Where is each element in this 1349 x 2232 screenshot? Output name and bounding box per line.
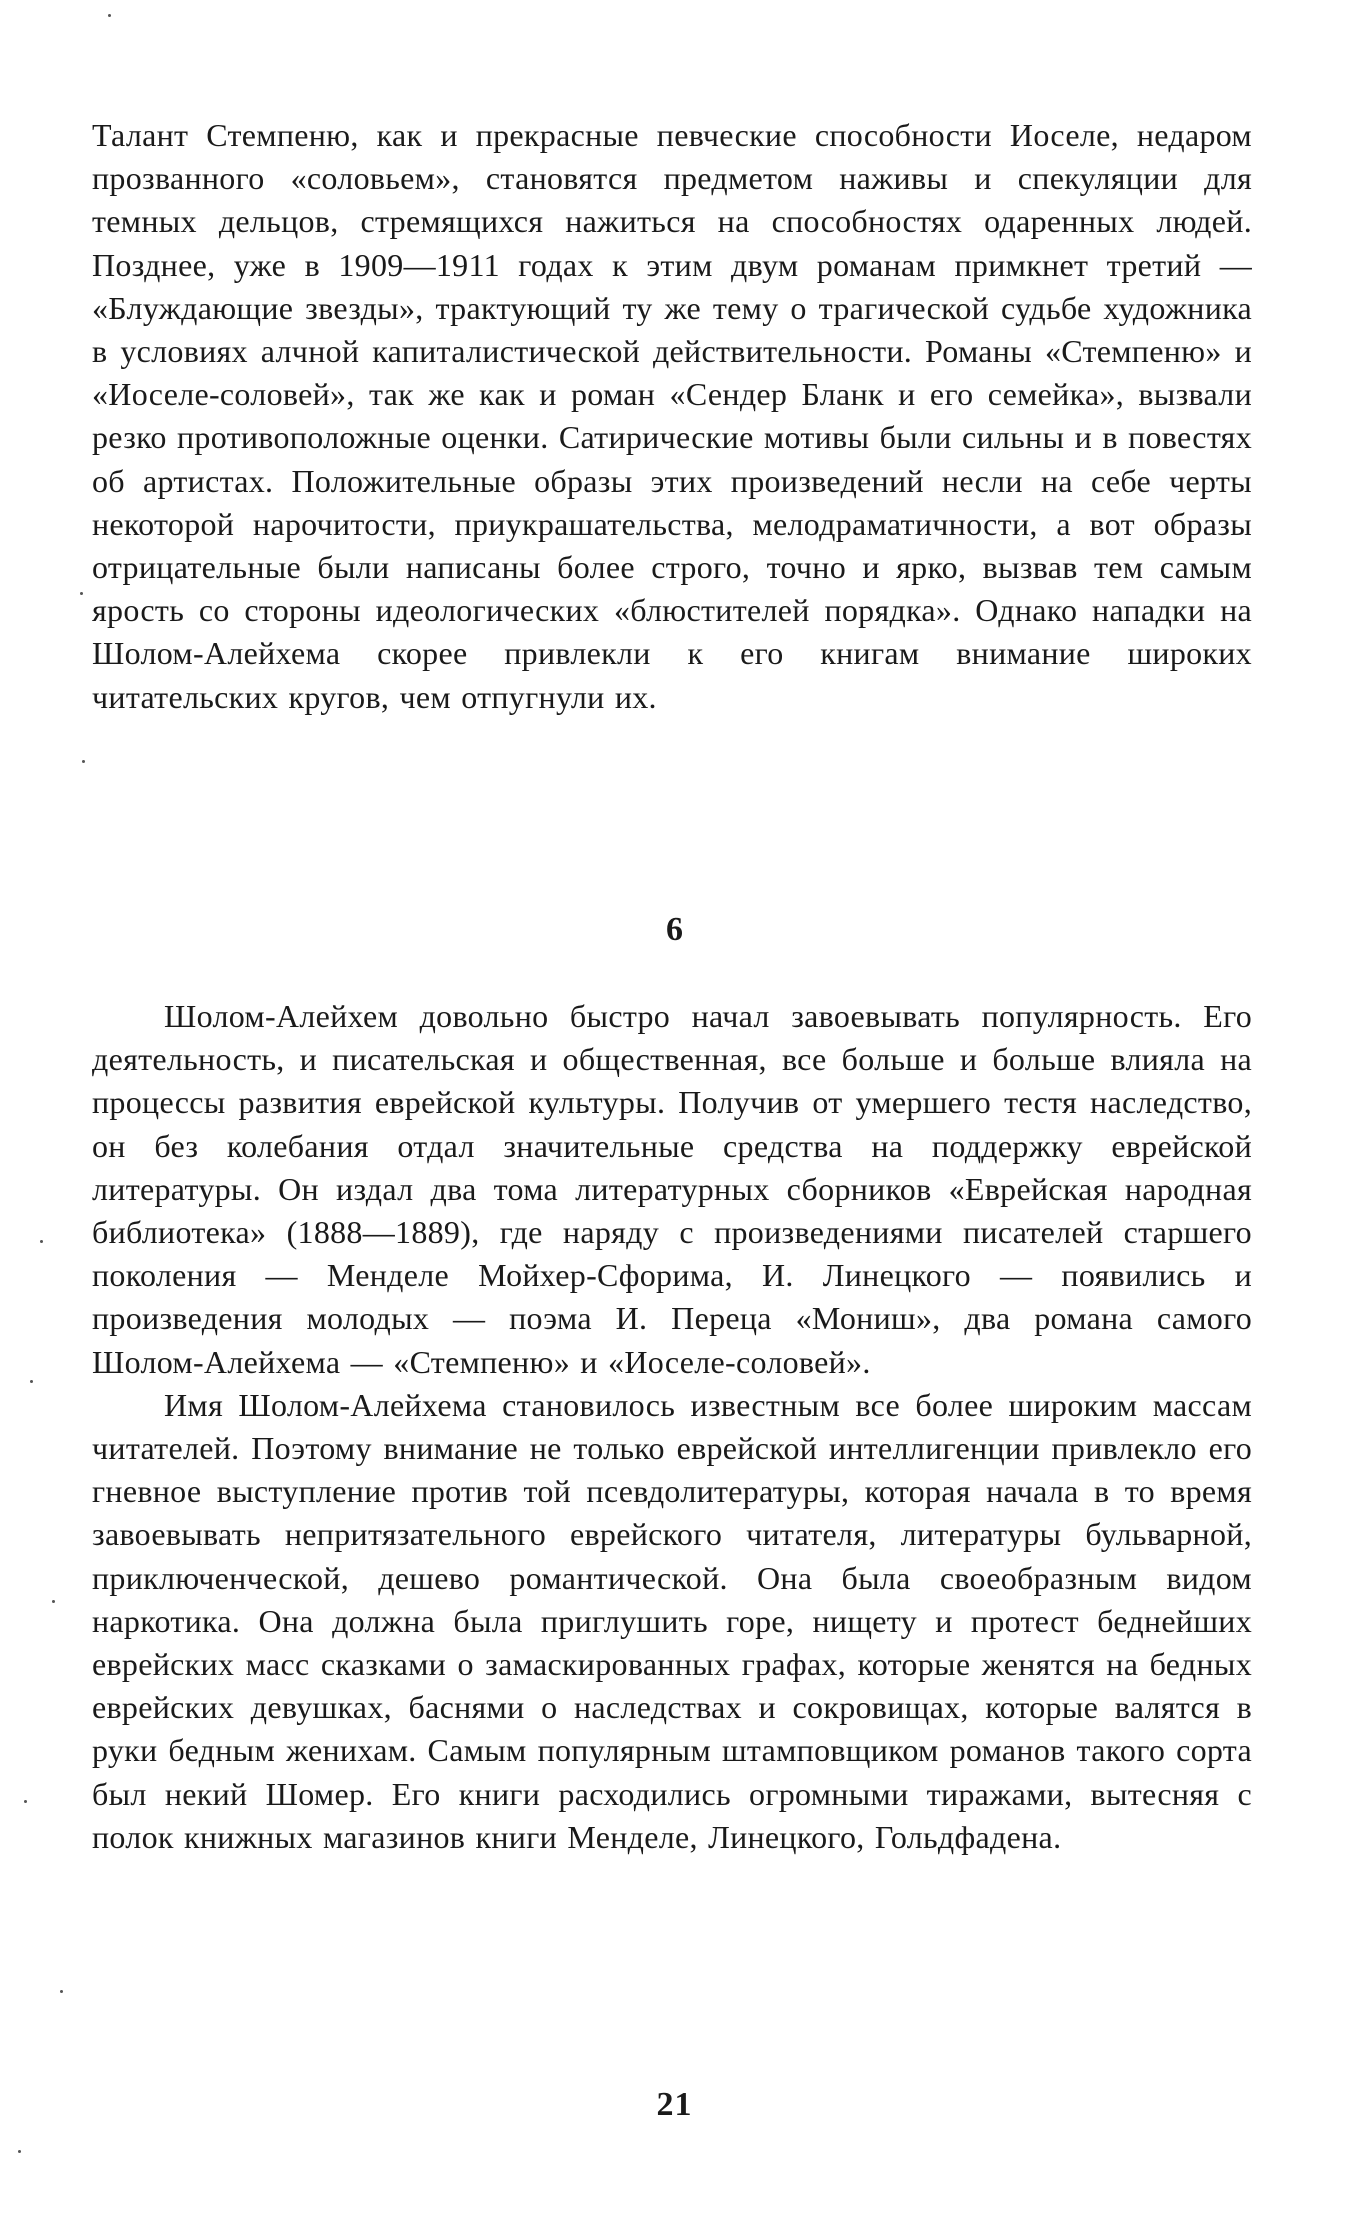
page-number: 21 (656, 2086, 693, 2123)
paragraph: Имя Шолом-Алейхема становилось известным все более широким массам читателей. Поэтому внимание не только еврейской интеллигенции привлекло его гневное выступление против той псевдолитературы, которая начала в то время завоевывать непритязательного еврейского читателя, литературы бульварной, приключенческой, дешево романтической. Она была своеобразным видом наркотика. Она должна была приглушить горе, нищету и протест беднейших еврейских масс сказками о замаскированных графах, которые женятся на бедных еврейских девушках, баснями о наследствах и сокровищах, которые валятся в руки бедным женихам. Самым популярным штамповщиком романов такого сорта был некий Шомер. Его книги расходились огромными тиражами, вытесняя с полок книжных магазинов книги Менделе, Линецкого, Гольдфадена. (92, 1386, 1252, 1855)
paragraph: Шолом-Алейхем довольно быстро начал завоевывать популярность. Его деятельность, и писательская и общественная, все больше и больше влияла на процессы развития еврейской культуры. Получив от умершего тестя наследство, он без колебания отдал значительные средства на поддержку еврейской литературы. Он издал два тома литературных сборников «Еврейская народная библиотека» (1888—1889), где наряду с произведениями писателей старшего поколения — Менделе Мойхер-Сфорима, И. Линецкого — появились и произведения молодых — поэма И. Переца «Мониш», два романа самого Шолом-Алейхема — «Стемпеню» и «Иоселе-соловей». (92, 998, 1252, 1380)
scan-speck (52, 1600, 55, 1603)
section-number: 6 (666, 911, 683, 948)
text-block-section-6 (92, 995, 1252, 1859)
scan-speck (60, 1990, 63, 1993)
scan-speck (108, 14, 111, 17)
text-block-top (92, 114, 1252, 719)
scan-speck (80, 592, 83, 595)
scan-speck (18, 2150, 21, 2153)
scan-speck (40, 1240, 43, 1243)
scan-speck (30, 1380, 33, 1383)
scan-speck (24, 1800, 27, 1803)
scan-speck (82, 760, 85, 763)
paragraph-continued: Талант Стемпеню, как и прекрасные певческие способности Иоселе, недаром прозванного «соловьем», становятся предметом наживы и спекуляции для темных дельцов, стремящихся нажиться на способностях одаренных людей. Позднее, уже в 1909—1911 годах к этим двум романам примкнет третий — «Блуждающие звезды», трактующий ту же тему о трагической судьбе художника в условиях алчной капиталистической действительности. Романы «Стемпеню» и «Иоселе-соловей», так же как и роман «Сендер Бланк и его семейка», вызвали резко противоположные оценки. Сатирические мотивы были сильны и в повестях об артистах. Положительные образы этих произведений несли на себе черты некоторой нарочитости, приукрашательства, мелодраматичности, а вот образы отрицательные были написаны более строго, точно и ярко, вызвав тем самым ярость со стороны идеологических «блюстителей порядка». Однако нападки на Шолом-Алейхема скорее привлекли к его книгам внимание широких читательских кругов, чем отпугнули их. (92, 117, 1252, 715)
